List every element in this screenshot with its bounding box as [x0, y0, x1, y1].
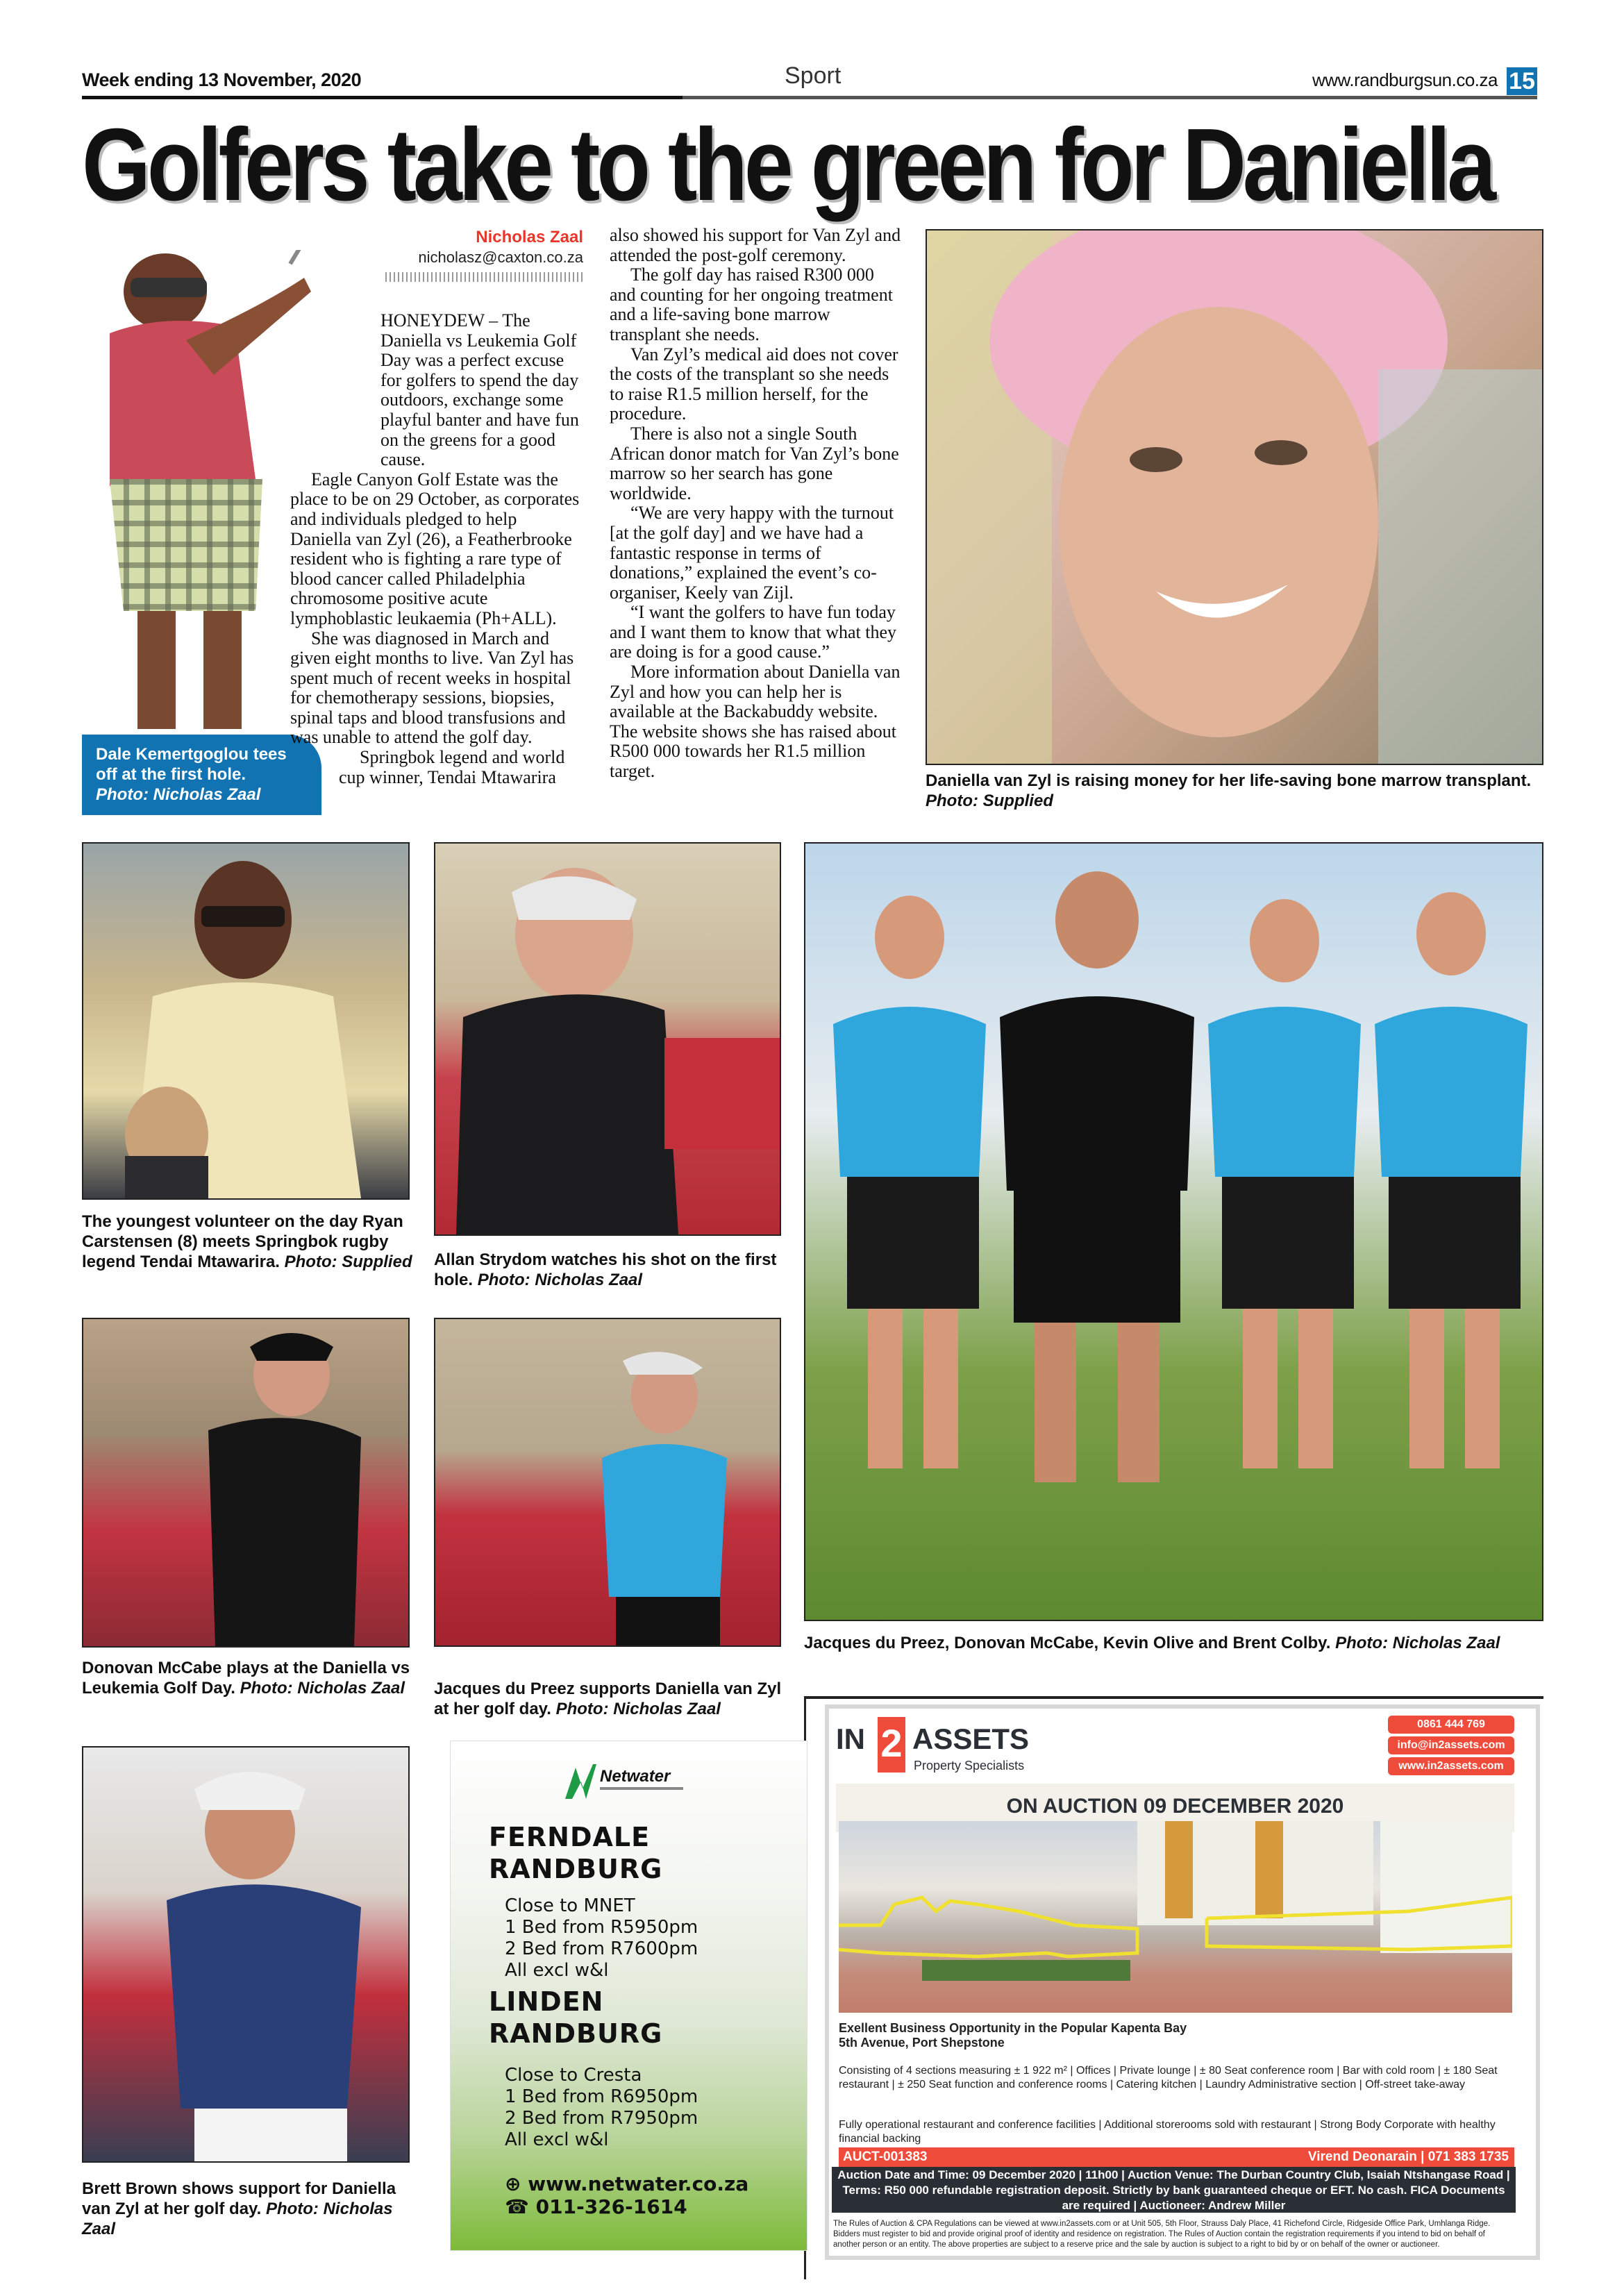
caption-text: Daniella van Zyl is raising money for her life-saving bone marrow transplant. — [926, 771, 1532, 790]
caption-text: Brett Brown shows support for Daniella van Zyl at her golf day. — [82, 2179, 396, 2218]
contact-email-button[interactable]: info@in2assets.com — [1388, 1736, 1514, 1754]
netwater-phone[interactable] — [505, 2196, 687, 2218]
listing-line: All excl w&l — [505, 1960, 609, 1981]
website-text: www.netwater.co.za — [528, 2172, 749, 2195]
photo-brett — [82, 1746, 410, 2163]
phone-text: 011-326-1614 — [535, 2195, 687, 2218]
property-description: Consisting of 4 sections measuring ± 1 922 m² | Offices | Private lounge | ± 80 Seat conference room | Bar with cold room | ± 180 Seat restaurant | ± 250 Seat function and conference rooms | Catering kitchen | Laundry Administrative section | Off-street take-away — [839, 2065, 1498, 2090]
photo-daniella — [926, 229, 1543, 765]
auction-agent: Virend Deonarain | 071 383 1735 — [1307, 2150, 1509, 2164]
photo-donovan — [82, 1318, 410, 1648]
netwater-website[interactable] — [505, 2173, 748, 2195]
article-paragraph: HONEYDEW – The Daniella vs Leukemia Golf Day was a perfect excuse for golfers to spend the day outdoors, exchange some playful banter and have fun on the greens for a good cause. — [380, 310, 579, 470]
in2assets-logo — [836, 1717, 1065, 1779]
caption-volunteer — [82, 1212, 415, 1272]
caption-golfer-teeoff — [82, 735, 321, 815]
property-image — [839, 1821, 1512, 2013]
listing-area: LINDEN — [489, 1986, 604, 2017]
caption-daniella — [926, 771, 1543, 811]
article-paragraph: also showed his support for Van Zyl and attended the post-golf ceremony. — [610, 225, 901, 265]
byline-author: Nicholas Zaal — [476, 228, 583, 246]
caption-text: The youngest volunteer on the day Ryan Carstensen (8) meets Springbok rugby legend Tendai Mtawarira. — [82, 1212, 403, 1271]
byline-divider — [385, 272, 583, 282]
property-address: 5th Avenue, Port Shepstone — [839, 2036, 1005, 2050]
listing-linden-area — [489, 1986, 662, 2050]
website-link[interactable]: www.randburgsun.co.za — [1312, 69, 1498, 90]
article-column-1 — [290, 311, 582, 787]
listing-city: RANDBURG — [489, 1854, 663, 1884]
listing-line: 2 Bed from R7950pm — [505, 2108, 698, 2129]
listing-city: RANDBURG — [489, 2018, 663, 2049]
photo-credit: Photo: Nicholas Zaal — [555, 1700, 721, 1718]
header-rule — [683, 96, 1537, 99]
caption-text: Dale Kemertgoglou tees off at the first hole. — [96, 745, 287, 784]
auction-banner: ON AUCTION 09 DECEMBER 2020 — [836, 1784, 1514, 1832]
photo-credit: Photo: Nicholas Zaal — [477, 1271, 643, 1289]
property-photo — [839, 1821, 1512, 2013]
photo-allan — [434, 842, 781, 1236]
listing-ferndale-details — [505, 1895, 698, 1981]
caption-group — [804, 1633, 1543, 1653]
listing-line: 1 Bed from R5950pm — [505, 1917, 698, 1938]
listing-ferndale-area — [489, 1821, 662, 1885]
article-paragraph: “We are very happy with the turnout [at the golf day] and we have had a fantastic response in terms of donations,” explained the event’s co-organiser, Keely van Zijl. — [610, 503, 894, 603]
brett-image — [83, 1748, 408, 2161]
logo-assets: ASSETS — [912, 1723, 1030, 1755]
property-title — [839, 2021, 1187, 2050]
article-paragraph: Springbok legend and world cup winner, Tendai Mtawarira — [339, 747, 565, 787]
article-paragraph: Van Zyl’s medical aid does not cover the costs of the transplant so she needs to raise R1.5 million herself, for the procedure. — [610, 344, 898, 424]
photo-group — [804, 842, 1543, 1621]
advert-netwater[interactable] — [450, 1741, 807, 2251]
article-column-2 — [610, 226, 901, 782]
listing-area: FERNDALE — [489, 1822, 651, 1852]
advert-in2assets[interactable] — [825, 1704, 1540, 2260]
volunteer-image — [83, 844, 408, 1198]
netwater-logo — [562, 1761, 701, 1802]
photo-credit: Photo: Nicholas Zaal — [1335, 1634, 1500, 1652]
listing-linden-details — [505, 2065, 698, 2151]
caption-donovan — [82, 1658, 415, 1698]
caption-jacques — [434, 1679, 795, 1719]
globe-icon: ⊕ — [505, 2172, 521, 2195]
contact-web-button[interactable]: www.in2assets.com — [1388, 1757, 1514, 1775]
photo-credit: Photo: Nicholas Zaal — [96, 785, 261, 804]
jacques-image — [435, 1319, 780, 1645]
allan-image — [435, 844, 780, 1234]
caption-allan — [434, 1250, 781, 1290]
header-rule — [82, 96, 683, 99]
caption-brett — [82, 2179, 429, 2239]
auction-ref-bar — [839, 2147, 1514, 2167]
property-name: Exellent Business Opportunity in the Popular Kapenta Bay — [839, 2021, 1187, 2035]
photo-volunteer — [82, 842, 410, 1200]
page-number: 15 — [1507, 67, 1537, 95]
photo-credit: Photo: Nicholas Zaal — [240, 1679, 405, 1698]
issue-date: Week ending 13 November, 2020 — [82, 69, 362, 90]
article-paragraph: Eagle Canyon Golf Estate was the place to be on 29 October, as corporates and individuals pledged to help Daniella van Zyl (26), a Featherbrooke resident who is fighting a rare type of blood cancer called Philadelphia chromosome positive acute lymphoblastic leukaemia (Ph+ALL). — [290, 469, 580, 628]
photo-credit: Photo: Supplied — [284, 1252, 412, 1271]
article-paragraph: She was diagnosed in March and given eight months to live. Van Zyl has spent much of recent weeks in hospital for chemotherapy sessions, biopsies, spinal taps and blood transfusions and was unable to attend the golf day. — [290, 628, 574, 748]
headline: Golfers take to the green for Daniella — [82, 108, 1493, 222]
portrait-image — [927, 231, 1542, 764]
donovan-image — [83, 1319, 408, 1646]
logo-2: 2 — [878, 1717, 905, 1773]
listing-line: 2 Bed from R7600pm — [505, 1938, 698, 1959]
netwater-logo-icon — [562, 1761, 701, 1802]
photo-credit: Photo: Nicholas Zaal — [82, 2199, 393, 2238]
listing-line: 1 Bed from R6950pm — [505, 2086, 698, 2107]
caption-text: Jacques du Preez, Donovan McCabe, Kevin Olive and Brent Colby. — [804, 1634, 1331, 1652]
section-divider — [804, 1696, 1543, 1699]
property-features: Fully operational restaurant and conference facilities | Additional storerooms sold with restaurant | Strong Body Corporate with healthy financial backing — [839, 2119, 1496, 2145]
article-paragraph: More information about Daniella van Zyl and how you can help her is available at the Backabuddy website. The website shows she has raised about R500 000 towards her R1.5 million target. — [610, 662, 901, 782]
auction-terms: Auction Date and Time: 09 December 2020 | 11h00 | Auction Venue: The Durban Country Club, Isaiah Ntshangase Road | Terms: R50 000 refundable registration deposit. Strictly by bank guaranteed cheque or EFT. No cash. FICA Documents are required | Auctioneer: Andrew Miller — [832, 2167, 1516, 2213]
article-paragraph: “I want the golfers to have fun today and I want them to know that what they are doing is for a good cause.” — [610, 602, 897, 662]
netwater-brand: Netwater — [600, 1767, 671, 1786]
auction-fine-print: The Rules of Auction & CPA Regulations can be viewed at www.in2assets.com or at Unit 505, 5th Floor, Strauss Daly Place, 41 Richefond Circle, Ridgeside Office Park, Umhlanga Ridge. Bidders must register to bid and provide original proof of identity and residence on registration. The Rules of Auction contain the registration requirements if you intend to bid on behalf of another person or an entity. The above properties are subject to a reserve price and the sale by auction is subject to a right to bid by or on behalf of the owner or auctioneer. — [833, 2220, 1491, 2249]
listing-line: Close to Cresta — [505, 2065, 642, 2086]
article-paragraph: The golf day has raised R300 000 and counting for her ongoing treatment and a life-saving bone marrow transplant she needs. — [610, 265, 893, 344]
auction-reference: AUCT-001383 — [843, 2150, 928, 2164]
caption-text: Jacques du Preez supports Daniella van Zyl at her golf day. — [434, 1679, 782, 1718]
byline-email[interactable]: nicholasz@caxton.co.za — [418, 249, 583, 266]
photo-jacques — [434, 1318, 781, 1647]
phone-icon: ☎ — [505, 2195, 529, 2218]
contact-phone-button[interactable]: 0861 444 769 — [1388, 1716, 1514, 1734]
caption-text: Allan Strydom watches his shot on the first hole. — [434, 1250, 777, 1289]
listing-line: All excl w&l — [505, 2129, 609, 2150]
listing-line: Close to MNET — [505, 1895, 635, 1916]
group-image — [805, 844, 1542, 1620]
photo-credit: Photo: Supplied — [926, 791, 1053, 810]
logo-in: IN — [836, 1723, 865, 1755]
section-label: Sport — [785, 62, 842, 89]
caption-text: Donovan McCabe plays at the Daniella vs Leukemia Golf Day. — [82, 1659, 410, 1698]
article-paragraph: There is also not a single South African donor match for Van Zyl’s bone marrow so her search has gone worldwide. — [610, 423, 899, 503]
logo-tagline: Property Specialists — [914, 1759, 1025, 1773]
